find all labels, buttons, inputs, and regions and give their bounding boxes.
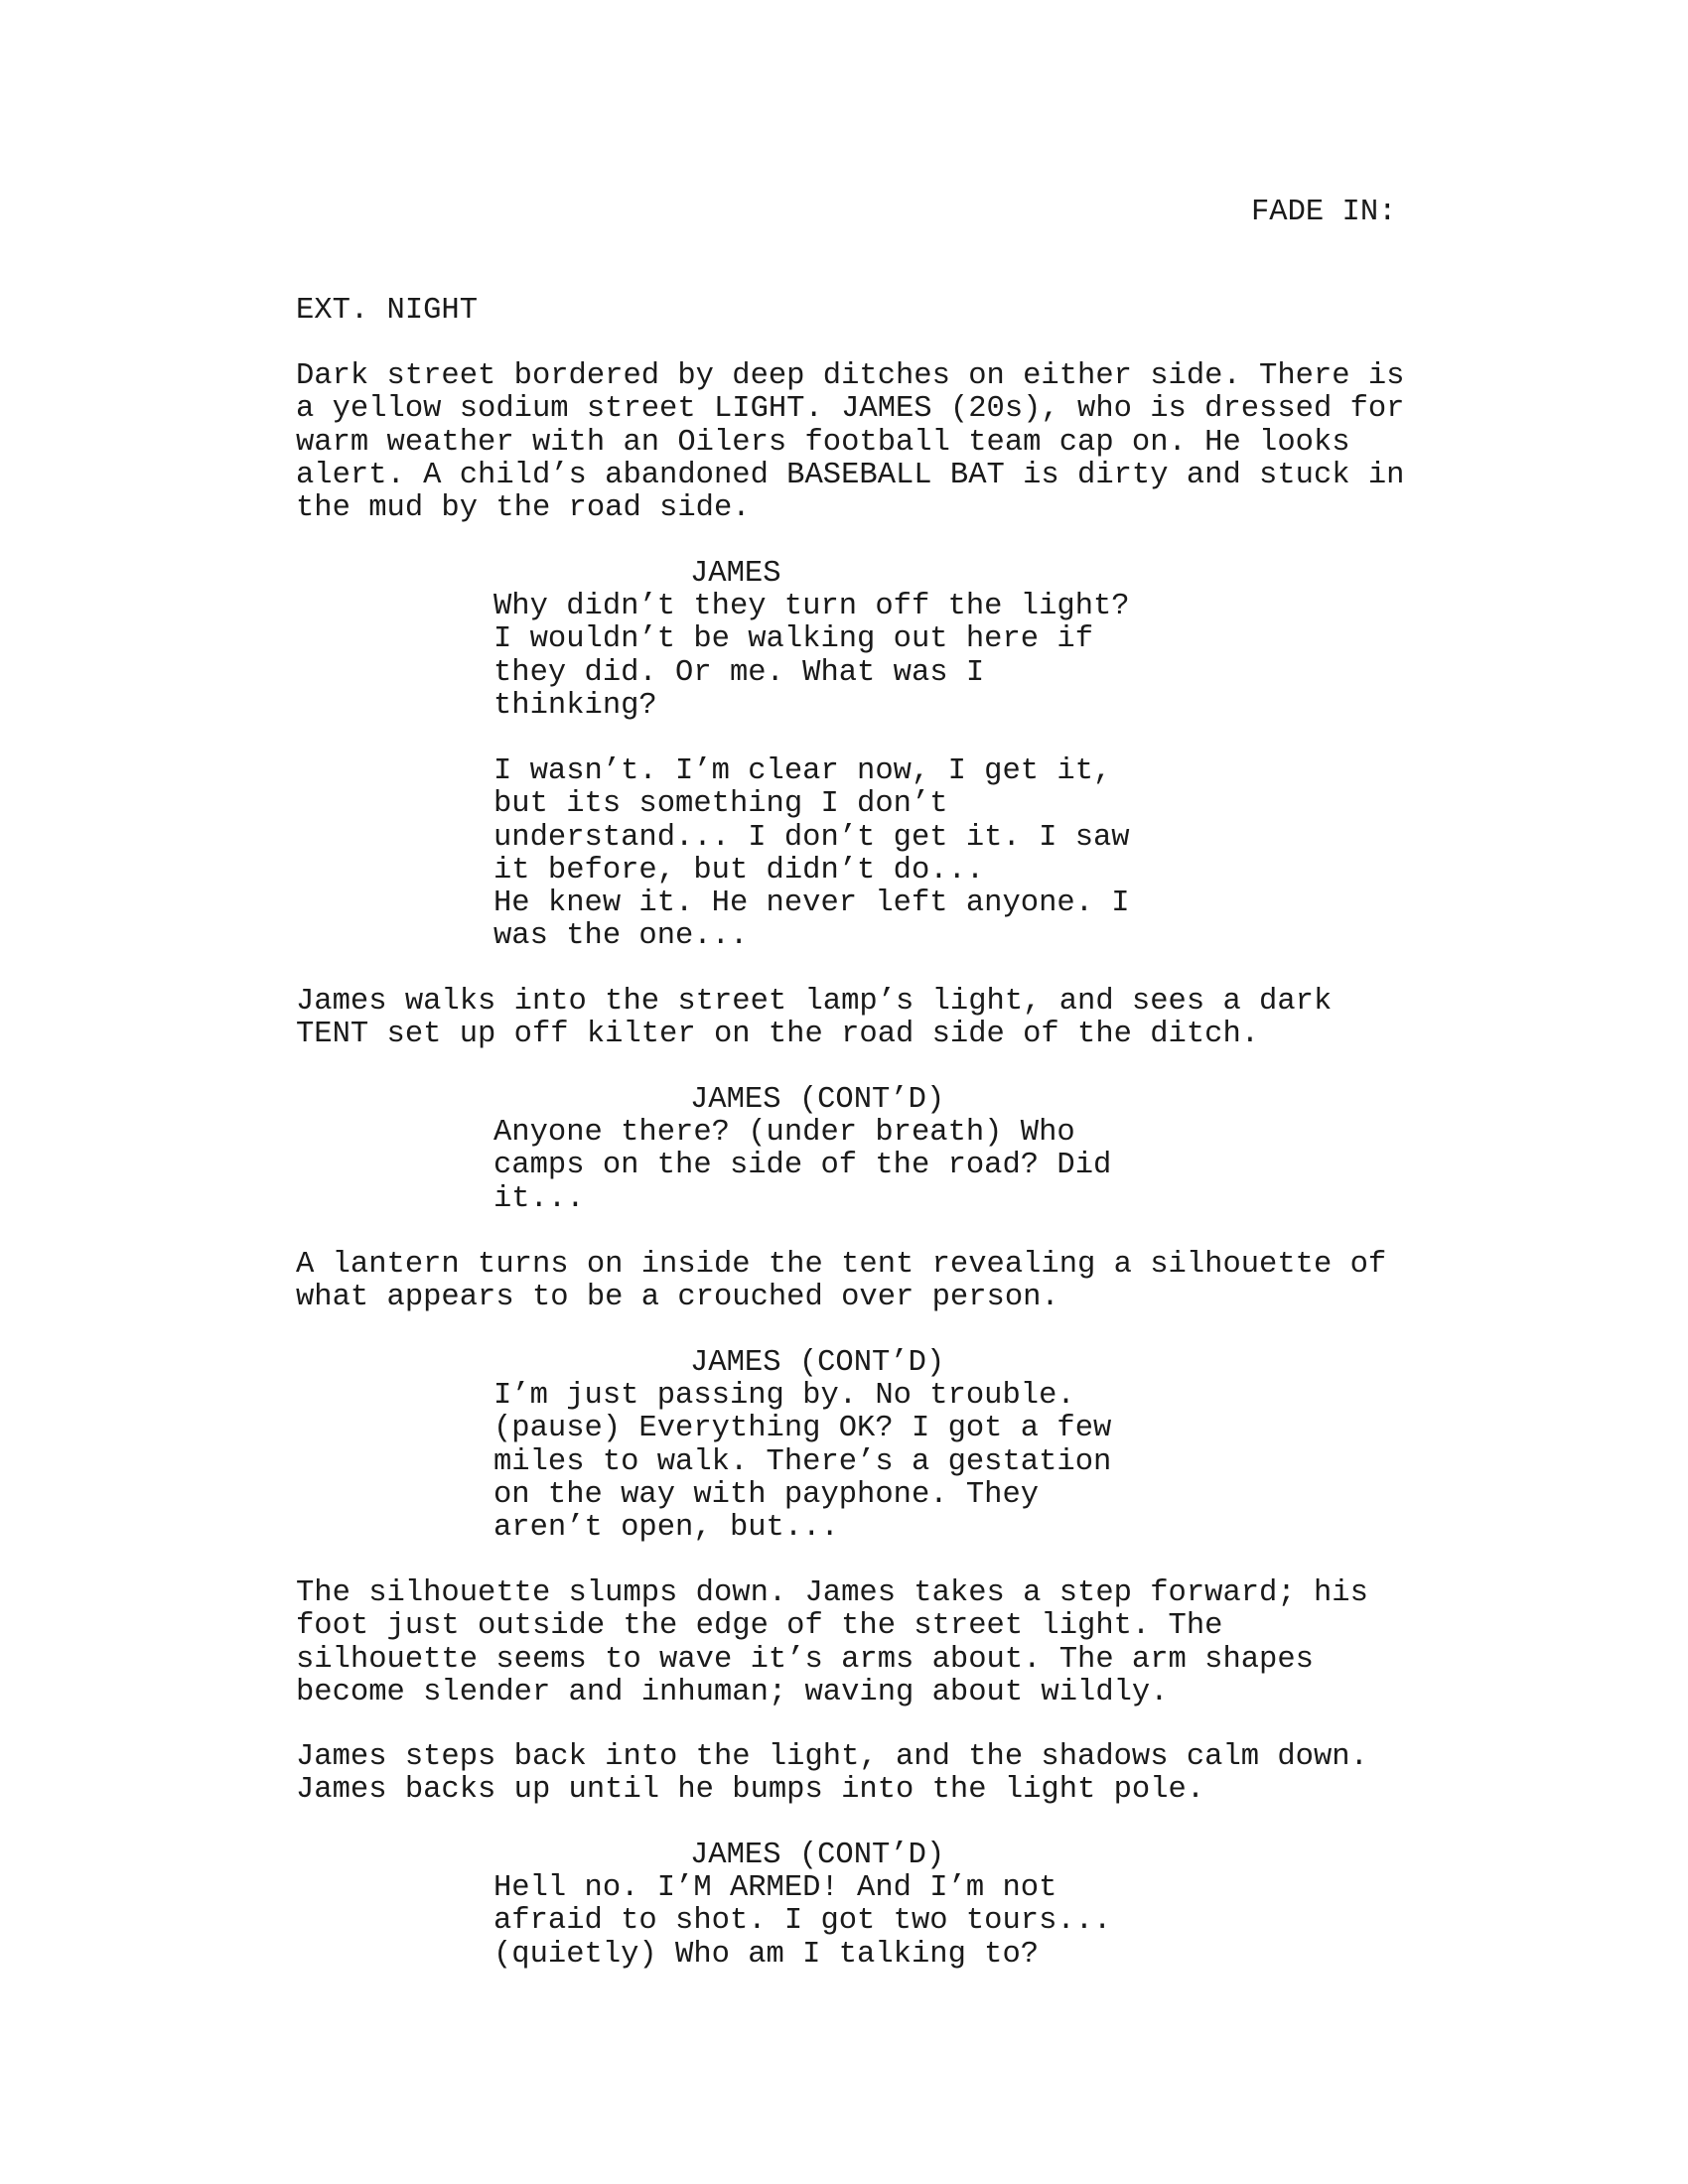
scene-heading: EXT. NIGHT xyxy=(296,294,479,328)
action-paragraph-4: The silhouette slumps down. James takes a step forward; his foot just outside the edge of the street light. The silhouette seems to wave it’s arms about. The arm shapes become slender and inhuman; waving about wildly. xyxy=(296,1576,1368,1709)
character-cue-3: JAMES (CONT’D) xyxy=(690,1346,945,1380)
character-cue-1: JAMES xyxy=(690,557,781,591)
dialogue-4: Hell no. I’M ARMED! And I’m not afraid to shot. I got two tours... (quietly) Who am I talking to? xyxy=(493,1871,1112,1972)
transition-fade-in: FADE IN: xyxy=(1251,196,1397,229)
dialogue-1b: I wasn’t. I’m clear now, I get it, but its something I don’t understand... I don’t get it. I saw it before, but didn’t do... He knew it. He never left anyone. I was the one... xyxy=(493,754,1130,954)
action-paragraph-2: James walks into the street lamp’s light, and sees a dark TENT set up off kilter on the road side of the ditch. xyxy=(296,985,1333,1052)
character-cue-4: JAMES (CONT’D) xyxy=(690,1839,945,1872)
action-paragraph-1: Dark street bordered by deep ditches on either side. There is a yellow sodium street LIGHT. JAMES (20s), who is dressed for warm weather with an Oilers football team cap on. He looks alert. A child’s abandoned BASEBALL BAT is dirty and stuck in the mud by the road side. xyxy=(296,359,1405,526)
dialogue-2: Anyone there? (under breath) Who camps on the side of the road? Did it... xyxy=(493,1116,1112,1216)
dialogue-1a: Why didn’t they turn off the light? I wouldn’t be walking out here if they did. Or me. What was I thinking? xyxy=(493,590,1130,723)
action-paragraph-3: A lantern turns on inside the tent revealing a silhouette of what appears to be a crouched over person. xyxy=(296,1248,1387,1315)
action-paragraph-5: James steps back into the light, and the shadows calm down. James backs up until he bumps into the light pole. xyxy=(296,1740,1368,1808)
dialogue-3: I’m just passing by. No trouble. (pause) Everything OK? I got a few miles to walk. There’s a gestation on the way with payphone. They aren’t open, but... xyxy=(493,1379,1112,1546)
character-cue-2: JAMES (CONT’D) xyxy=(690,1083,945,1117)
